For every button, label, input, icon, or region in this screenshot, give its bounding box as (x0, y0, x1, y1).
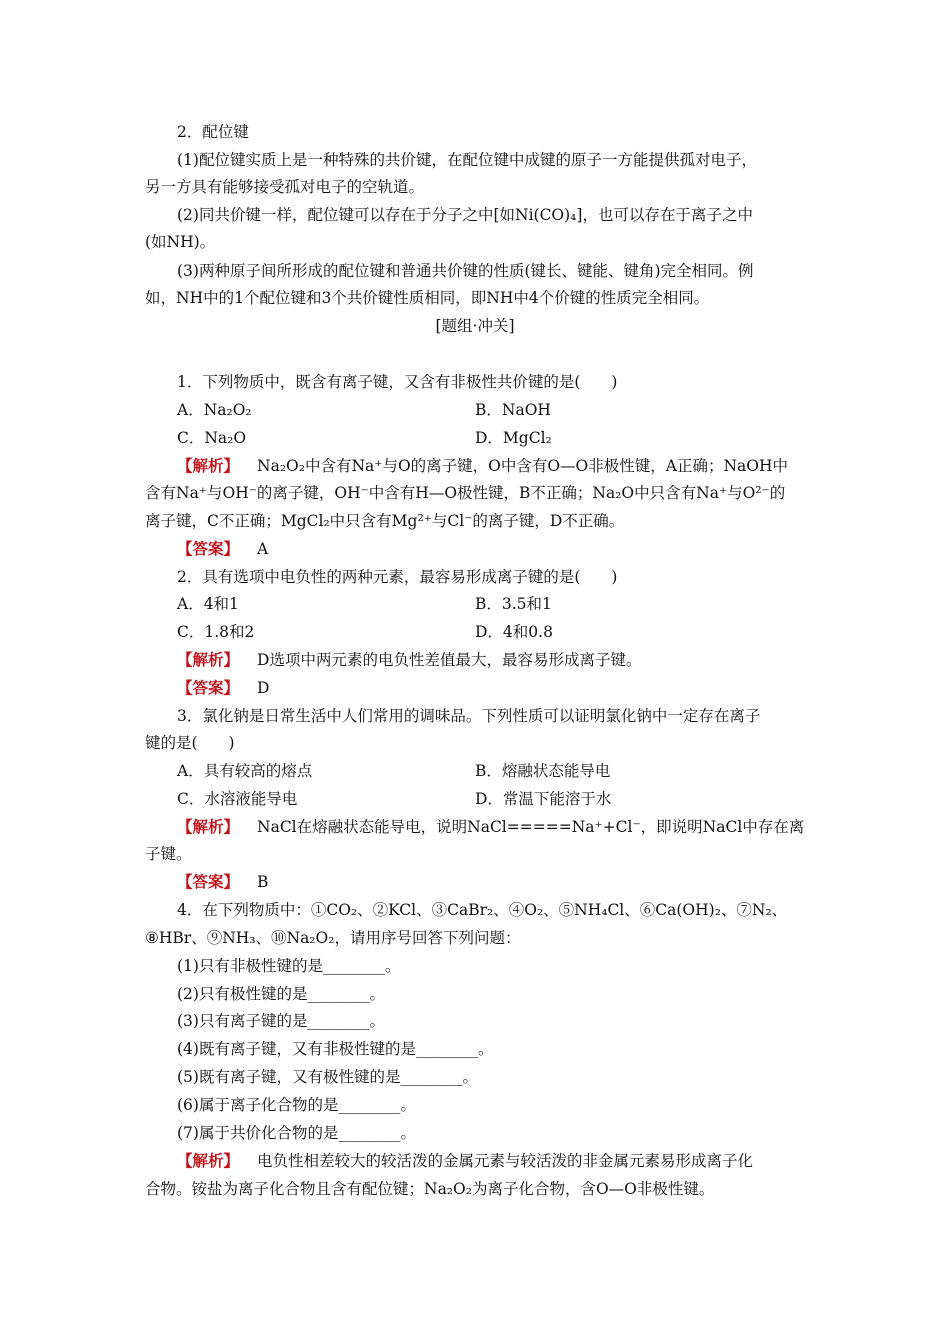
q2-stem: 2．具有选项中电负性的两种元素，最容易形成离子键的是( ) (177, 568, 618, 586)
q1-analysis-line-2: 含有Na⁺与OH⁻的离子键，OH⁻中含有H—O极性键，B不正确；Na₂O中只含有Na⁺与O²⁻的 (145, 484, 786, 502)
q1-option-c: C．Na₂O (177, 429, 247, 447)
q2-answer-line (177, 677, 269, 699)
q3-stem-line-1: 3．氯化钠是日常生活中人们常用的调味品。下列性质可以证明氯化钠中一定存在离子 (177, 707, 761, 725)
q3-option-b: B．熔融状态能导电 (475, 762, 611, 780)
q1-option-d: D．MgCl₂ (475, 429, 552, 447)
q2-answer: D (257, 679, 270, 697)
q4-subquestion-3: (3)只有离子键的是________。 (177, 1012, 385, 1030)
q4-stem-line-2: ⑧HBr、⑨NH₃、⑩Na₂O₂，请用序号回答下列问题： (145, 929, 521, 947)
q1-answer: A (257, 540, 269, 558)
q1-answer-line (177, 538, 268, 560)
analysis-label: 【解析】 (177, 817, 240, 836)
q1-analysis-line-3: 离子键，C不正确；MgCl₂中只含有Mg²⁺与Cl⁻的离子键，D不正确。 (145, 512, 625, 530)
q3-option-c: C．水溶液能导电 (177, 790, 298, 808)
analysis-label: 【解析】 (177, 650, 240, 669)
q4-analysis-line-2: 合物。铵盐为离子化合物且含有配位键；Na₂O₂为离子化合物，含O—O非极性键。 (145, 1180, 715, 1198)
q2-option-a: A．4和1 (177, 595, 239, 613)
analysis-label: 【解析】 (177, 1151, 240, 1170)
q2-analysis-text: D选项中两元素的电负性差值最大，最容易形成离子键。 (257, 651, 642, 669)
paragraph-3-line-1: (3)两种原子间所形成的配位键和普通共价键的性质(键长、键能、键角)完全相同。例 (177, 262, 754, 280)
q4-analysis-line-1 (177, 1150, 753, 1172)
q4-subquestion-1: (1)只有非极性键的是________。 (177, 957, 401, 975)
q3-analysis-text: NaCl在熔融状态能导电，说明NaCl=====Na⁺+Cl⁻，即说明NaCl中存在离 (257, 818, 805, 836)
paragraph-2-line-2: (如NH)。 (145, 233, 216, 251)
analysis-label: 【解析】 (177, 456, 240, 475)
q3-stem-line-2: 键的是( ) (145, 734, 235, 752)
q3-answer: B (257, 873, 269, 891)
q2-option-c: C．1.8和2 (177, 623, 255, 641)
q1-option-a: A．Na₂O₂ (177, 401, 252, 419)
section-heading: 2．配位键 (177, 123, 249, 141)
paragraph-1-line-1: (1)配位键实质上是一种特殊的共价键，在配位键中成键的原子一方能提供孤对电子， (177, 151, 757, 169)
q4-subquestion-4: (4)既有离子键，又有非极性键的是________。 (177, 1040, 494, 1058)
q4-subquestion-6: (6)属于离子化合物的是________。 (177, 1096, 416, 1114)
q2-option-b: B．3.5和1 (475, 595, 552, 613)
q1-analysis-line-1 (177, 455, 788, 477)
paragraph-2-line-1: (2)同共价键一样，配位键可以存在于分子之中[如Ni(CO)₄]，也可以存在于离子之中 (177, 206, 753, 224)
q3-analysis-line-1 (177, 816, 804, 838)
q3-option-a: A．具有较高的熔点 (177, 762, 313, 780)
q4-subquestion-7: (7)属于共价化合物的是________。 (177, 1124, 416, 1142)
q3-answer-line (177, 871, 268, 893)
q2-analysis-line (177, 649, 641, 671)
paragraph-1-line-2: 另一方具有能够接受孤对电子的空轨道。 (145, 178, 425, 196)
group-title: [题组·冲关] (435, 317, 515, 335)
q4-subquestion-5: (5)既有离子键，又有极性键的是________。 (177, 1068, 478, 1086)
q3-analysis-line-2: 子键。 (145, 845, 192, 863)
q1-stem: 1．下列物质中，既含有离子键，又含有非极性共价键的是( ) (177, 373, 618, 391)
answer-label: 【答案】 (177, 539, 240, 558)
q4-stem-line-1: 4．在下列物质中：①CO₂、②KCl、③CaBr₂、④O₂、⑤NH₄Cl、⑥Ca(OH)₂、⑦N₂、 (177, 901, 788, 919)
answer-label: 【答案】 (177, 678, 240, 697)
q1-analysis-text: Na₂O₂中含有Na⁺与O的离子键，O中含有O—O非极性键，A正确；NaOH中 (257, 457, 788, 475)
answer-label: 【答案】 (177, 872, 240, 891)
q2-option-d: D．4和0.8 (475, 623, 553, 641)
q1-option-b: B．NaOH (475, 401, 551, 419)
q3-option-d: D．常温下能溶于水 (475, 790, 612, 808)
paragraph-3-line-2: 如，NH中的1个配位键和3个共价键性质相同，即NH中4个价键的性质完全相同。 (145, 289, 710, 307)
q4-subquestion-2: (2)只有极性键的是________。 (177, 985, 385, 1003)
q4-analysis-text: 电负性相差较大的较活泼的金属元素与较活泼的非金属元素易形成离子化 (257, 1152, 754, 1170)
